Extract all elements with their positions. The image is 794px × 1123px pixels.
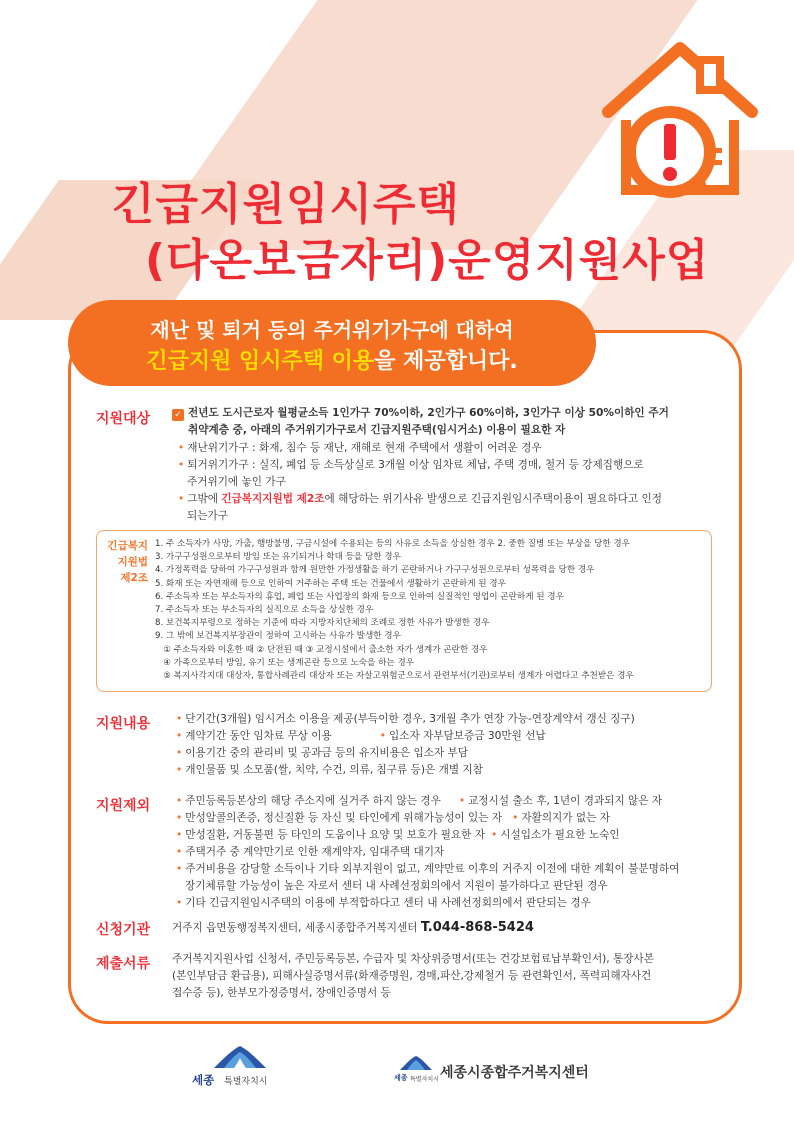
documents-line1: 주거복지지원사업 신청서, 주민등록등본, 수급자 및 차상위증명서(또는 건강보험료납부확인서), 통장사본 [172, 953, 654, 965]
exclusion-item: 시설입소가 필요한 노숙인 [500, 829, 620, 841]
law-label-line3: 제2조 [120, 572, 148, 584]
page-title-line1: 긴급지원임시주택 [112, 179, 461, 230]
law-label-line2: 지원법 [117, 556, 148, 568]
banner-highlight: 긴급지원 임시주택 이용 [146, 349, 375, 374]
documents-line3: 접수증 등), 한부모가정증명서, 장애인증명서 등 [172, 987, 391, 999]
page-title-line2: (다온보금자리)운영지원사업 [145, 235, 710, 286]
law-label-line1: 긴급복지 [107, 540, 148, 552]
section-label-eligibility: 지원대상 [96, 411, 151, 427]
content-item: 단기간(3개월) 임시거소 이용을 제공(부득이한 경우, 3개월 추가 연장 가능-연장계약서 갱신 징구) [185, 713, 635, 725]
section-label-content: 지원내용 [96, 716, 151, 732]
law-item: 9. 그 밖에 보건복지부장관이 정하여 고시하는 사유가 발생한 경우 [155, 631, 401, 642]
eligibility-bullet-2b: 주거위기에 놓인 가구 [187, 476, 286, 488]
housing-center-name: 세종시종합주거복지센터 [440, 1065, 589, 1081]
eligibility-main-line1: 전년도 도시근로자 월평균소득 1인가구 70%이하, 2인가구 60%이하, 3인가구 이상 50%이하인 주거 [188, 407, 669, 419]
law-item: 6. 주소득자 또는 부소득자의 휴업, 폐업 또는 사업장의 화재 등으로 인하여 실질적인 영업이 곤란하게 된 경우 [155, 591, 564, 602]
house-alert-icon [600, 40, 760, 200]
documents-info [172, 951, 654, 1002]
law-item: 1. 주 소득자가 사망, 가출, 행방불명, 구금시설에 수용되는 등의 사유로 소득을 상실한 경우 2. 중한 질병 또는 부상을 당한 경우 [155, 539, 630, 549]
sejong-emblem-icon [210, 1044, 270, 1070]
section-label-agency: 신청기관 [96, 922, 151, 938]
exclusion-item: 만성알콜의존증, 정신질환 등 자신 및 타인에게 위해가능성이 있는 자 [185, 812, 503, 824]
small-logo-text: 세종 [394, 1074, 408, 1082]
exclusion-item: 기타 긴급지원임시주택의 이용에 부적합하다고 센터 내 사례선정회의에서 판단되는 경우 [185, 897, 591, 909]
law-item: 4. 가정폭력을 당하여 가구구성원과 함께 원만한 가정생활을 하기 곤란하거나 가구구성원으로부터 성폭력을 당한 경우 [155, 565, 595, 576]
agency-info [172, 919, 534, 937]
eligibility-bullet-3-pre: 그밖에 [187, 493, 222, 505]
headline-banner [68, 300, 596, 386]
banner-line2-rest: 을 제공합니다. [374, 349, 518, 374]
sejong-emblem-small-icon [398, 1054, 434, 1072]
exclusion-item: 교정시설 출소 후, 1년이 경과되지 않은 자 [468, 795, 663, 807]
agency-text: 거주지 읍면동행정복지센터, 세종시종합주거복지센터 [172, 922, 418, 934]
law-reference: 긴급복지지원법 제2조 [221, 493, 325, 505]
agency-phone: T.044-868-5424 [420, 920, 534, 935]
section-label-exclusion: 지원제외 [96, 798, 151, 814]
banner-line2 [68, 344, 596, 375]
exclusion-item: 주민등록등본상의 해당 주소지에 실거주 하지 않는 경우 [185, 795, 441, 807]
exclusion-list: • 주민등록등본상의 해당 주소지에 실거주 하지 않는 경우 • 교정시설 출소 후, 1년이 경과되지 않은 자 • 만성알콜의존증, 정신질환 등 자신 및 타인에게 위해가능성이 있는 자 • 자활의지가 없는 자 • 만성질환, 거동불편 등 타인의 도움이나 요양 및 보호가 필요한 자 • 시설입소가 필요한 노숙인 • 주택거주 중 계약만기로 인한 재계약자, 임대주택 대기자 • 주거비용을 감당할 소득이나 기타 외부지원이 없고, 계약만료 이후의 거주지 이전에 대한 계획이 불분명하여 장기체류할 가능성이 높은 자로서 센터 내 사례선정회의에서 지원이 불가하다고 판단된 경우 • 기타 긴급지원임시주택의 이용에 부적합하다고 센터 내 사례선정회의에서 판단되는 경우 [176, 795, 680, 909]
sejong-logo-text: 세종 [192, 1073, 215, 1087]
exclusion-item: 자활의지가 없는 자 [521, 812, 610, 824]
exclusion-item: 만성질환, 거동불편 등 타인의 도움이나 요양 및 보호가 필요한 자 [185, 829, 485, 841]
exclusion-item: 장기체류할 가능성이 높은 자로서 센터 내 사례선정회의에서 지원이 불가하다고 판단된 경우 [185, 880, 608, 892]
law-item: 7. 주소득자 또는 부소득자의 실직으로 소득을 상실한 경우 [155, 605, 374, 616]
law-article-label [100, 538, 148, 586]
law-item: 3. 가구구성원으로부터 방임 또는 유기되거나 학대 등을 당한 경우 [155, 552, 401, 563]
law-article-list [155, 538, 634, 683]
sejong-logo-sub: 특별자치시 [224, 1077, 268, 1087]
content-item: 입소자 자부담보증금 30만원 선납 [389, 730, 546, 742]
law-item: ④ 가족으로부터 방임, 유기 또는 생계곤란 등으로 노숙을 하는 경우 [155, 657, 415, 668]
eligibility-main [172, 405, 669, 439]
law-item: ⑤ 복지사각지대 대상자, 통합사례관리 대상자 또는 자살고위험군으로서 관련부서(기관)로부터 생계가 어렵다고 추천받은 경우 [155, 671, 634, 682]
eligibility-bullet-1: 재난위기가구 : 화재, 침수 등 재난, 재해로 현재 주택에서 생활이 어려운 경우 [187, 442, 542, 454]
exclusion-item: 주택거주 중 계약만기로 인한 재계약자, 임대주택 대기자 [185, 846, 445, 858]
eligibility-bullet-2a: 퇴거위기가구 : 실직, 폐업 등 소득상실로 3개월 이상 임차료 체납, 주택 경매, 철거 등 강제집행으로 [187, 459, 644, 471]
documents-line2: (본인부담금 환급용), 피해사실증명서류(화재증명원, 경매,파산,강제철거 등 관련확인서, 폭력피해자사건 [172, 970, 652, 982]
banner-line1: 재난 및 퇴거 등의 주거위기가구에 대하여 [150, 318, 514, 342]
eligibility-bullet-3-post: 에 해당하는 위기사유 발생으로 긴급지원임시주택이용이 필요하다고 인정 [324, 493, 662, 505]
checkbox-icon: ✓ [172, 409, 184, 421]
eligibility-bullet-3b: 되는가구 [187, 510, 228, 522]
eligibility-bullets: • 재난위기가구 : 화재, 침수 등 재난, 재해로 현재 주택에서 생활이 어려운 경우 • 퇴거위기가구 : 실직, 폐업 등 소득상실로 3개월 이상 임차료 체납, 주택 경매, 철거 등 강제집행으로 주거위기에 놓인 가구 • 그밖에 긴급복지지원법 제2조에 해당하는 위기사유 발생으로 긴급지원임시주택이용이 필요하다고 인정 되는가구 [178, 440, 662, 525]
section-label-documents: 제출서류 [96, 956, 151, 972]
content-list: • 단기간(3개월) 임시거소 이용을 제공(부득이한 경우, 3개월 추가 연장 가능-연장계약서 갱신 징구) • 계약기간 동안 임차료 무상 이용 • 입소자 자부담보증금 30만원 선납 • 이용기간 중의 관리비 및 공과금 등의 유지비용은 입소자 부담 • 개인물품 및 소모품(쌀, 치약, 수건, 의류, 침구류 등)은 개별 지참 [176, 713, 635, 776]
small-logo-sub: 특별자치시 [410, 1076, 439, 1083]
law-item: ① 주소득자와 이혼한 때 ② 단전된 때 ③ 교정시설에서 출소한 자가 생계가 곤란한 경우 [155, 644, 488, 655]
content-item: 개인물품 및 소모품(쌀, 치약, 수건, 의류, 침구류 등)은 개별 지참 [185, 764, 483, 776]
content-item: 계약기간 동안 임차료 무상 이용 [185, 730, 332, 742]
exclusion-item: 주거비용을 감당할 소득이나 기타 외부지원이 없고, 계약만료 이후의 거주지 이전에 대한 계획이 불분명하여 [185, 863, 680, 875]
eligibility-main-line2: 취약계층 중, 아래의 주거위기가구로서 긴급지원주택(임시거소) 이용이 필요한 자 [188, 424, 566, 436]
law-item: 8. 보건복지부령으로 정하는 기준에 따라 지방자치단체의 조례로 정한 사유가 발생한 경우 [155, 618, 490, 629]
law-item: 5. 화재 또는 자연재해 등으로 인하여 거주하는 주택 또는 건물에서 생활하기 곤란하게 된 경우 [155, 578, 506, 589]
content-item: 이용기간 중의 관리비 및 공과금 등의 유지비용은 입소자 부담 [185, 747, 469, 759]
sejong-city-logo [188, 1044, 298, 1094]
